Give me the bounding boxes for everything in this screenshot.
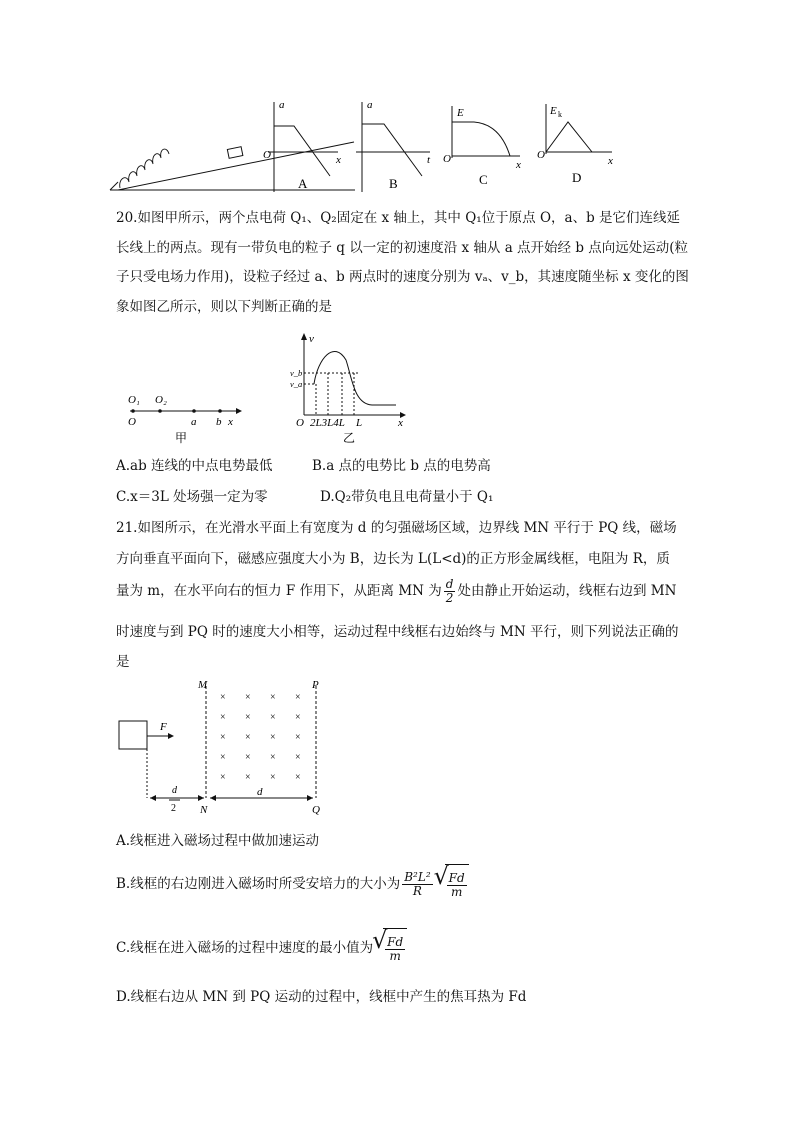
q20-yi-vb: v_b (290, 368, 303, 378)
q21-line-3 (116, 578, 676, 605)
graph-c-caption: C (479, 172, 488, 187)
field-cross: × (270, 712, 276, 723)
q20-line-1: 20.如图甲所示，两个点电荷 Q₁、Q₂固定在 x 轴上，其中 Q₁位于原点 O，a、b 是它们连线延 (116, 210, 681, 226)
q20-line-2: 长线上的两点。现有一带负电的粒子 q 以一定的初速度沿 x 轴从 a 点开始经 b 点向远处运动(粒 (116, 240, 689, 256)
q20-figure-yi (288, 330, 412, 448)
field-cross: × (220, 732, 226, 743)
q21-line-5: 是 (116, 654, 130, 670)
q21-option-c-text: C.线框在进入磁场的过程中速度的最小值为 (116, 940, 374, 956)
q21-line-4: 时速度与到 PQ 时的速度大小相等，运动过程中线框右边始终与 MN 平行，则下列说法正确的 (116, 624, 679, 640)
graph-c (443, 106, 521, 187)
q21-magnetic-field-figure (110, 676, 330, 820)
q21-option-b-fraction (402, 871, 432, 898)
field-cross: × (245, 772, 251, 783)
q21-option-b-text: B.线框的右边刚进入磁场时所受安培力的大小为 (116, 876, 401, 892)
graph-d-caption: D (572, 170, 582, 185)
fraction-numerator: d (445, 577, 454, 591)
q21-fig-half-num: d (172, 785, 177, 796)
fraction-numerator: √ Fd (448, 871, 465, 885)
q20-jia-x: x (228, 416, 233, 428)
q21-fig-q: Q (312, 804, 320, 816)
q21-option-b-sqrt (445, 864, 469, 905)
fraction-denominator: 2 (445, 591, 454, 605)
graph-b-xlabel: t (427, 154, 431, 166)
q21-fig-p: P (312, 679, 319, 691)
graph-a-xlabel: x (336, 154, 341, 166)
field-cross: × (245, 692, 251, 703)
fraction-denominator: m (389, 949, 401, 963)
q20-yi-v: v (309, 333, 314, 345)
field-cross: × (245, 752, 251, 763)
q20-option-a: A.ab 连线的中点电势最低 (116, 458, 273, 474)
q20-jia-q2: O₂ (155, 394, 167, 406)
q20-jia-caption: 甲 (175, 431, 188, 445)
q21-line-2: 方向垂直平面向下，磁感应强度大小为 B，边长为 L(L<d)的正方形金属线框，电阻为 R，质 (116, 551, 670, 567)
q21-fig-m: M (198, 679, 208, 691)
field-cross: × (220, 712, 226, 723)
graph-d-xlabel: x (608, 155, 613, 167)
q21-option-c-sqrt (383, 928, 407, 969)
q20-jia-q1: O₁ (128, 394, 140, 406)
field-crosses (220, 692, 301, 783)
q21-line-3-post: 处由静止开始运动，线框右边到 MN (457, 583, 677, 599)
field-cross: × (220, 772, 226, 783)
q21-fig-d: d (257, 786, 263, 798)
q21-option-c (116, 928, 407, 969)
fraction-numerator: B²L² (404, 870, 431, 884)
q21-option-d: D.线框右边从 MN 到 PQ 运动的过程中，线框中产生的焦耳热为 Fd (116, 989, 527, 1005)
field-cross: × (220, 692, 226, 703)
fraction-denominator: m (450, 885, 463, 899)
field-cross: × (295, 772, 301, 783)
q20-figure-jia (120, 390, 250, 448)
field-cross: × (270, 732, 276, 743)
q20-jia-b: b (216, 416, 222, 428)
q21-fig-half-den: 2 (171, 803, 176, 814)
q20-jia-origin: O (128, 416, 136, 428)
graph-d-ysub: k (558, 110, 562, 119)
field-cross: × (295, 692, 301, 703)
field-cross: × (295, 752, 301, 763)
q20-jia-a: a (191, 416, 197, 428)
fraction-denominator: R (412, 884, 422, 898)
field-cross: × (245, 712, 251, 723)
q20-yi-x: x (398, 417, 403, 429)
q20-yi-va: v_a (290, 379, 303, 389)
graph-d-ylabel: E (550, 105, 557, 117)
graph-c-ylabel: E (457, 107, 464, 119)
field-cross: × (270, 752, 276, 763)
graph-d (537, 104, 613, 185)
q21-option-a: A.线框进入磁场过程中做加速运动 (116, 833, 320, 849)
graph-d-origin: O (537, 149, 545, 161)
fraction-numerator: √ Fd (387, 935, 404, 949)
graph-a-ylabel: a (279, 99, 285, 111)
q21-fig-f: F (160, 721, 167, 733)
q21-line-3-pre: 量为 m，在水平向右的恒力 F 作用下，从距离 MN 为 (116, 583, 442, 599)
q20-yi-ticks: 2L3L4L (310, 417, 345, 429)
q21-half-d-fraction (444, 578, 456, 605)
graph-b-caption: B (389, 176, 398, 191)
field-cross: × (220, 752, 226, 763)
field-cross: × (270, 772, 276, 783)
graph-b (356, 99, 431, 192)
q21-fig-n: N (200, 804, 208, 816)
graph-c-xlabel: x (516, 159, 521, 171)
graph-b-ylabel: a (367, 99, 373, 111)
q20-yi-l: L (356, 417, 363, 429)
graph-c-origin: O (443, 153, 451, 165)
field-cross: × (295, 712, 301, 723)
field-cross: × (295, 732, 301, 743)
q20-yi-caption: 乙 (343, 431, 356, 445)
incline-spring-figure (110, 142, 355, 190)
q20-line-3: 子只受电场力作用)，设粒子经过 a、b 两点时的速度分别为 vₐ、v_b，其速度随坐标 x 变化的图 (116, 269, 689, 285)
q21-option-b (116, 864, 469, 905)
field-cross: × (270, 692, 276, 703)
q20-option-b: B.a 点的电势比 b 点的电势高 (312, 458, 491, 474)
graph-a-caption: A (298, 176, 308, 191)
q20-option-d: D.Q₂带负电且电荷量小于 Q₁ (320, 489, 494, 505)
top-figure (100, 96, 620, 200)
q21-line-1: 21.如图所示，在光滑水平面上有宽度为 d 的匀强磁场区域，边界线 MN 平行于 PQ 线，磁场 (116, 520, 677, 536)
graph-a (263, 99, 341, 192)
q20-yi-origin: O (296, 417, 304, 429)
graph-a-origin: O (263, 149, 271, 161)
field-cross: × (245, 732, 251, 743)
q20-option-c: C.x＝3L 处场强一定为零 (116, 489, 268, 505)
q20-line-4: 象如图乙所示，则以下判断正确的是 (116, 299, 332, 315)
